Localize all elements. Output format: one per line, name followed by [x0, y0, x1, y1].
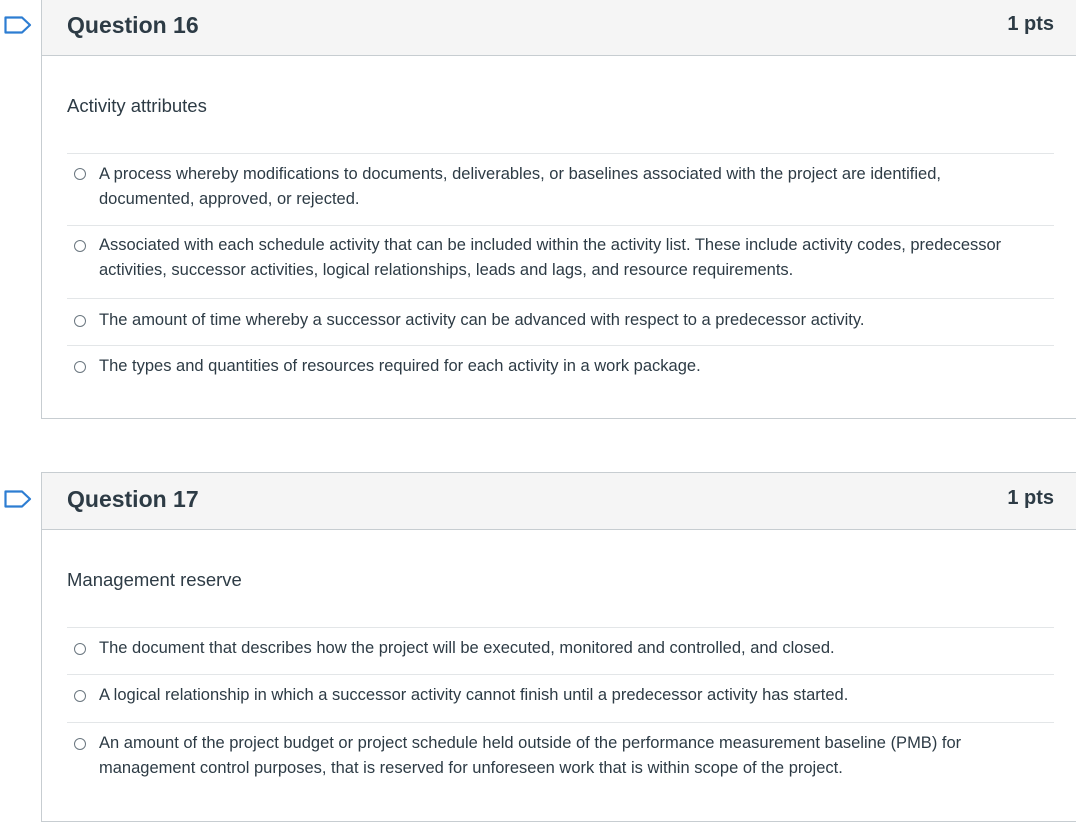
question-title: Question 16	[67, 12, 199, 38]
answer-text-line1: Associated with each schedule activity that can be included within the activity list. These include activity codes, predecessor	[99, 236, 1002, 254]
question-header	[42, 473, 1076, 530]
radio-button[interactable]	[74, 240, 86, 252]
answer-option[interactable]	[67, 298, 1054, 345]
answer-option[interactable]	[67, 225, 1054, 298]
answer-option[interactable]	[67, 722, 1054, 794]
answer-text-line2: activities, successor activities, logical relationships, leads and lags, and resource requirements.	[99, 261, 794, 279]
radio-button[interactable]	[74, 738, 86, 750]
answer-text-line1: An amount of the project budget or project schedule held outside of the performance measurement baseline (PMB) for	[99, 734, 962, 752]
answer-list	[67, 153, 1054, 393]
question-16-card	[41, 0, 1076, 419]
radio-button[interactable]	[74, 168, 86, 180]
answer-text-line1: A logical relationship in which a successor activity cannot finish until a predecessor activity has started.	[99, 686, 849, 704]
question-points: 1 pts	[1007, 487, 1054, 509]
answer-text-line2: management control purposes, that is reserved for unforeseen work that is within scope of the project.	[99, 759, 843, 777]
question-points: 1 pts	[1007, 13, 1054, 35]
answer-text-line2: documented, approved, or rejected.	[99, 190, 360, 208]
answer-option[interactable]	[67, 153, 1054, 225]
answer-text-line1: The types and quantities of resources required for each activity in a work package.	[99, 357, 701, 375]
question-text: Management reserve	[67, 569, 242, 590]
bookmark-flag-icon[interactable]	[4, 490, 32, 508]
question-17-card	[41, 472, 1076, 822]
radio-button[interactable]	[74, 315, 86, 327]
answer-option[interactable]	[67, 627, 1054, 674]
question-header	[42, 0, 1076, 56]
answer-text-line1: The document that describes how the project will be executed, monitored and controlled, and closed.	[99, 639, 835, 657]
question-text: Activity attributes	[67, 95, 207, 116]
bookmark-flag-icon[interactable]	[4, 16, 32, 34]
answer-text-line1: A process whereby modifications to documents, deliverables, or baselines associated with the project are identified,	[99, 165, 941, 183]
answer-list	[67, 627, 1054, 794]
radio-button[interactable]	[74, 643, 86, 655]
radio-button[interactable]	[74, 690, 86, 702]
question-title: Question 17	[67, 486, 199, 512]
answer-option[interactable]	[67, 674, 1054, 722]
answer-option[interactable]	[67, 345, 1054, 393]
answer-text-line1: The amount of time whereby a successor activity can be advanced with respect to a predecessor activity.	[99, 311, 865, 329]
radio-button[interactable]	[74, 361, 86, 373]
